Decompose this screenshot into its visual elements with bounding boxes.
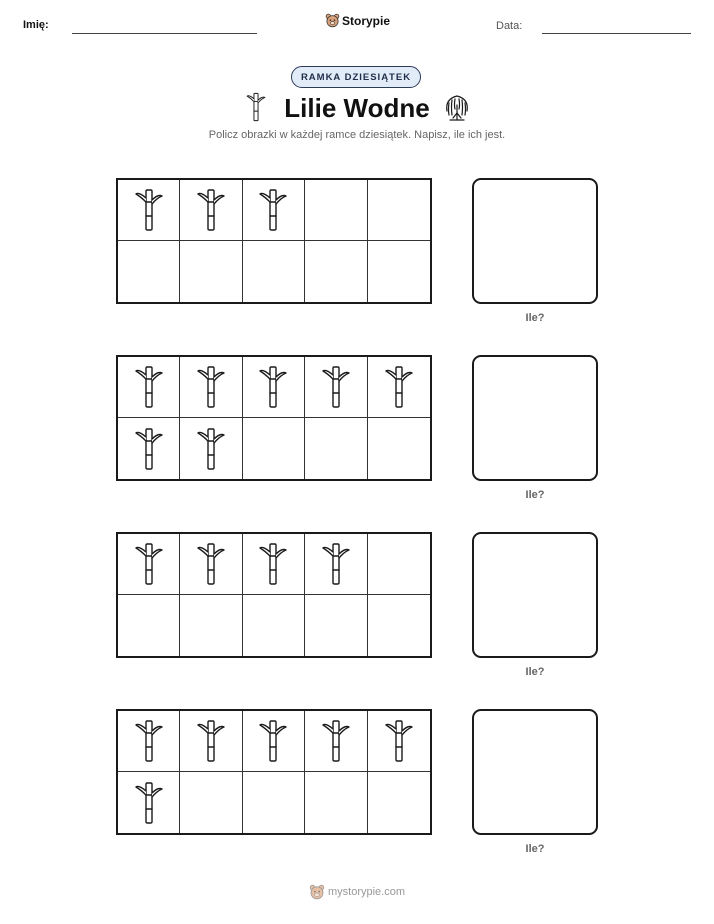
ten-frame-cell — [180, 534, 242, 595]
bamboo-stalk-icon — [258, 188, 288, 232]
ten-frame — [116, 355, 432, 481]
ten-frame-cell — [180, 241, 242, 302]
ten-frame-cell — [180, 772, 242, 833]
bamboo-stalk-icon — [196, 427, 226, 471]
bamboo-stalk-icon — [134, 365, 164, 409]
ten-frame-cell — [180, 357, 242, 418]
worksheet-type-badge: RAMKA DZIESIĄTEK — [291, 66, 421, 88]
bamboo-stalk-icon — [384, 365, 414, 409]
ten-frame-cell — [368, 595, 430, 656]
date-line[interactable] — [542, 33, 691, 34]
bear-logo-icon — [325, 13, 340, 28]
page-title: Lilie Wodne — [284, 93, 430, 123]
ten-frame-cell — [180, 180, 242, 241]
ten-frame-cell — [118, 241, 180, 302]
name-label: Imię: — [23, 19, 49, 31]
answer-label: Ile? — [525, 843, 545, 855]
ten-frame-cell — [368, 357, 430, 418]
footer — [0, 884, 714, 900]
ten-frame-cell — [368, 772, 430, 833]
ten-frame-cell — [180, 711, 242, 772]
answer-box[interactable] — [472, 709, 598, 835]
ten-frame-cell — [118, 595, 180, 656]
bamboo-stalk-icon — [258, 542, 288, 586]
bamboo-stalk-icon — [134, 542, 164, 586]
willow-tree-icon — [441, 91, 473, 123]
ten-frame-cell — [118, 711, 180, 772]
ten-frame-cell — [305, 357, 367, 418]
ten-frame — [116, 532, 432, 658]
ten-frame — [116, 709, 432, 835]
ten-frame-cell — [118, 418, 180, 479]
ten-frame-cell — [243, 772, 305, 833]
date-label: Data: — [496, 20, 523, 32]
answer-label: Ile? — [525, 666, 545, 678]
ten-frame-cell — [180, 418, 242, 479]
ten-frame-cell — [243, 180, 305, 241]
ten-frame-cell — [305, 241, 367, 302]
bamboo-stalk-icon — [258, 365, 288, 409]
footer-url: mystorypie.com — [327, 886, 406, 898]
bamboo-stalk-icon — [321, 365, 351, 409]
bamboo-stalk-icon — [245, 92, 267, 122]
worksheet-header — [0, 0, 714, 50]
answer-label: Ile? — [525, 489, 545, 501]
bamboo-stalk-icon — [196, 719, 226, 763]
name-line[interactable] — [72, 33, 257, 34]
ten-frame-cell — [305, 534, 367, 595]
ten-frame-cell — [180, 595, 242, 656]
bear-logo-icon — [309, 884, 325, 900]
ten-frame-cell — [118, 772, 180, 833]
brand-logo — [325, 13, 390, 28]
ten-frame-cell — [118, 534, 180, 595]
bamboo-stalk-icon — [258, 719, 288, 763]
ten-frame — [116, 178, 432, 304]
ten-frame-cell — [368, 180, 430, 241]
ten-frame-cell — [305, 595, 367, 656]
answer-box[interactable] — [472, 355, 598, 481]
answer-box[interactable] — [472, 178, 598, 304]
bamboo-stalk-icon — [134, 781, 164, 825]
ten-frame-cell — [243, 241, 305, 302]
bamboo-stalk-icon — [196, 188, 226, 232]
ten-frame-cell — [243, 534, 305, 595]
ten-frame-cell — [368, 241, 430, 302]
ten-frame-cell — [305, 418, 367, 479]
ten-frame-cell — [243, 357, 305, 418]
ten-frame-cell — [118, 357, 180, 418]
bamboo-stalk-icon — [134, 188, 164, 232]
brand-name: Storypie — [342, 13, 391, 28]
ten-frame-cell — [243, 595, 305, 656]
answer-label: Ile? — [525, 312, 545, 324]
bamboo-stalk-icon — [321, 542, 351, 586]
bamboo-stalk-icon — [196, 365, 226, 409]
ten-frame-cell — [243, 711, 305, 772]
title-row — [0, 90, 714, 126]
ten-frame-cell — [368, 711, 430, 772]
ten-frame-cell — [243, 418, 305, 479]
ten-frame-cell — [368, 418, 430, 479]
bamboo-stalk-icon — [134, 719, 164, 763]
ten-frame-cell — [118, 180, 180, 241]
ten-frame-cell — [305, 772, 367, 833]
ten-frame-cell — [305, 711, 367, 772]
bamboo-stalk-icon — [384, 719, 414, 763]
bamboo-stalk-icon — [134, 427, 164, 471]
ten-frame-cell — [305, 180, 367, 241]
answer-box[interactable] — [472, 532, 598, 658]
bamboo-stalk-icon — [321, 719, 351, 763]
bamboo-stalk-icon — [196, 542, 226, 586]
ten-frame-cell — [368, 534, 430, 595]
instructions: Policz obrazki w każdej ramce dziesiątek. Napisz, ile ich jest. — [208, 129, 506, 141]
